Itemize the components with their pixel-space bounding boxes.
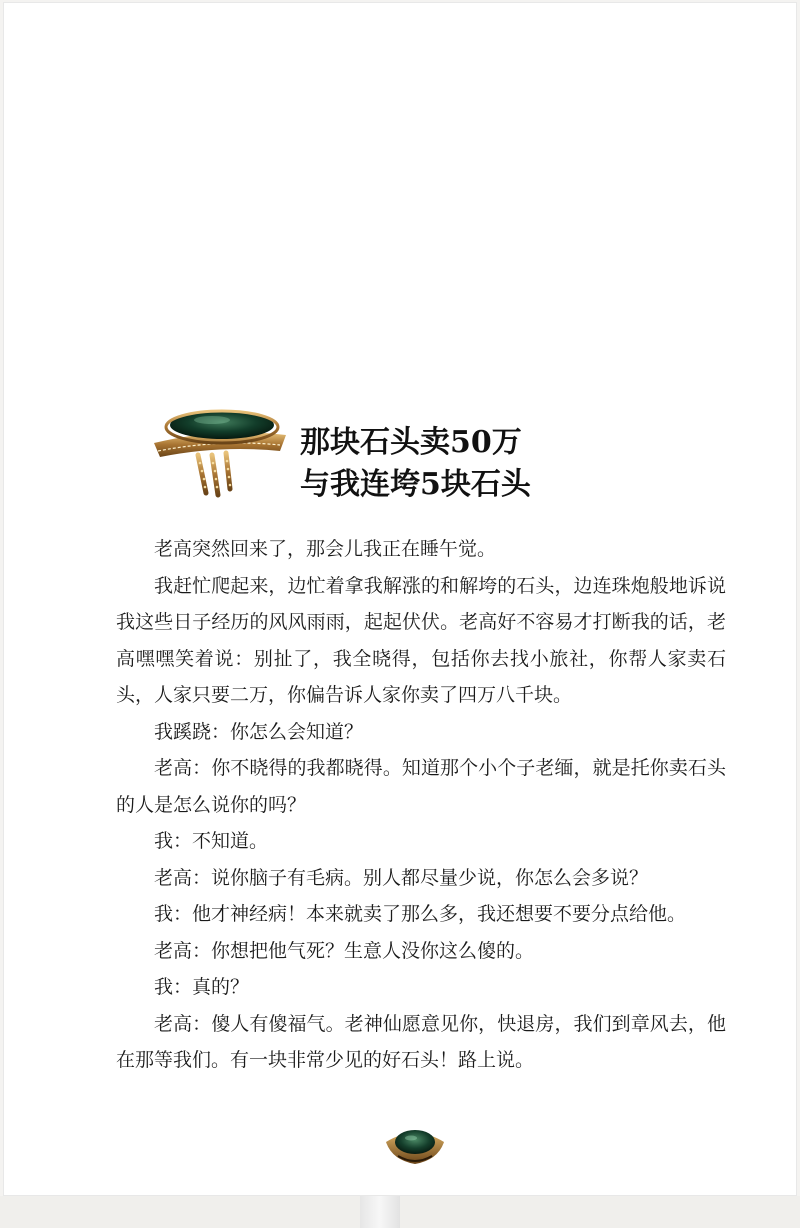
paragraph: 老高：傻人有傻福气。老神仙愿意见你，快退房，我们到章风去，他在那等我们。有一块非常少见的好石头！路上说。 <box>116 1012 726 1071</box>
paragraph: 老高：你想把他气死？生意人没你这么傻的。 <box>154 939 535 962</box>
paragraph: 老高：说你脑子有毛病。别人都尽量少说，你怎么会多说？ <box>154 866 649 889</box>
page-fold <box>360 1196 400 1228</box>
jade-bangle-icon <box>150 405 290 500</box>
chapter-title-line-2: 与我连垮5块石头 <box>300 467 531 502</box>
paragraph: 我：他才神经病！本来就卖了那么多，我还想要不要分点给他。 <box>154 903 687 925</box>
paragraph: 我赶忙爬起来，边忙着拿我解涨的和解垮的石头，边连珠炮般地诉说我这些日子经历的风风雨雨，起起伏伏。老高好不容易才打断我的话，老高嘿嘿笑着说：别扯了，我全晓得，包括你去找小旅社，你帮人家卖石头，人家只要二万，你偏告诉人家你卖了四万八千块。 <box>116 574 726 706</box>
body-text <box>116 531 726 1079</box>
paragraph: 老高：你不晓得的我都晓得。知道那个小个子老缅，就是托你卖石头的人是怎么说你的吗？ <box>116 757 726 816</box>
paragraph: 我：真的？ <box>154 976 250 998</box>
paragraph: 我蹊跷：你怎么会知道？ <box>154 720 364 743</box>
chapter-title-line-1: 那块石头卖50万 <box>300 425 522 460</box>
paragraph: 我：不知道。 <box>154 830 269 852</box>
jade-ornament-icon <box>380 1120 450 1170</box>
paragraph: 老高突然回来了，那会儿我正在睡午觉。 <box>154 538 497 560</box>
page-edge <box>0 1196 800 1228</box>
chapter-title <box>300 422 531 506</box>
